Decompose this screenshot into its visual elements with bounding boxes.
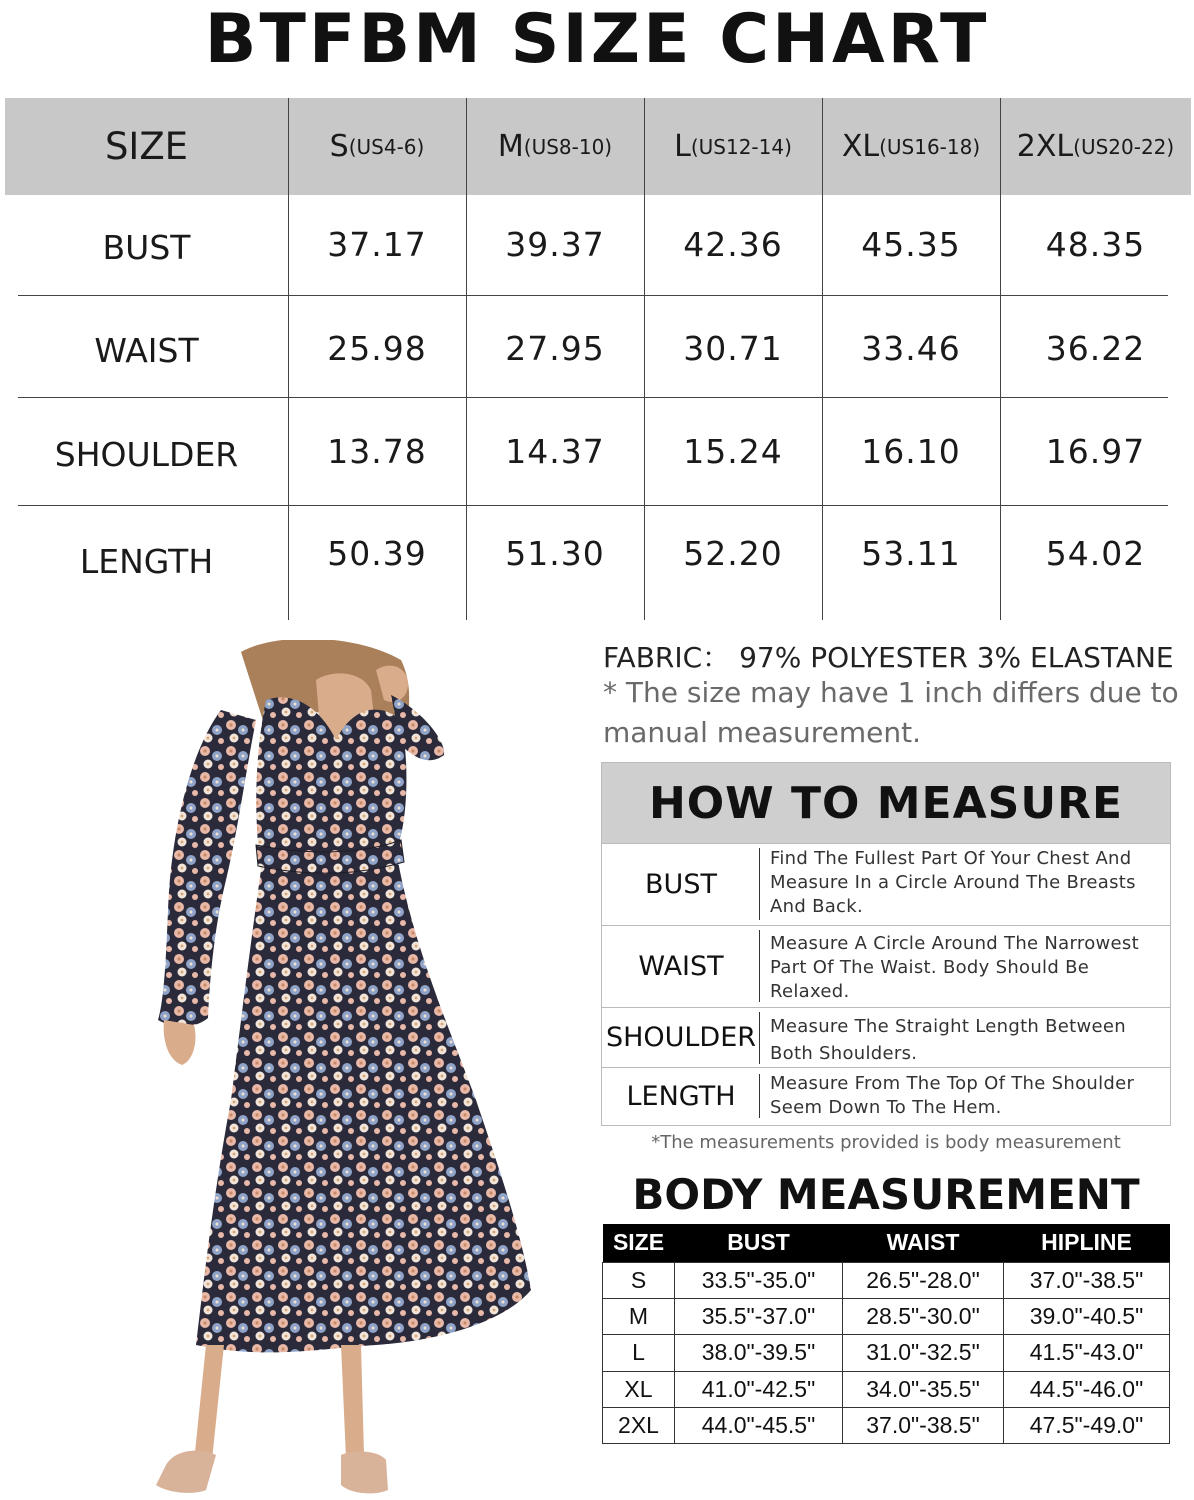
size-note-line-2: manual measurement. (603, 716, 922, 749)
table-cell: 39.0"-40.5" (1004, 1298, 1170, 1334)
measure-label: WAIST (638, 951, 724, 982)
size-chart-cell: 48.35 (1045, 224, 1146, 264)
table-cell: 31.0"-32.5" (843, 1335, 1004, 1371)
table-header-row (603, 1224, 1170, 1262)
table-row (603, 1408, 1170, 1444)
measure-description: Find The Fullest Part Of Your Chest And Measure In a Circle Around The Breasts And Back. (770, 848, 1136, 917)
dress-model-photo (146, 640, 546, 1500)
table-cell: 35.5"-37.0" (675, 1298, 843, 1334)
size-chart-cell: 33.46 (861, 328, 961, 368)
size-chart-col-l (644, 98, 822, 195)
size-chart-cell: 53.11 (861, 533, 961, 573)
column-header: SIZE (603, 1224, 675, 1262)
size-chart-table (5, 98, 1191, 620)
grid-line (1000, 98, 1001, 620)
divider (759, 1012, 760, 1064)
size-us: (US8-10) (523, 134, 613, 159)
size-chart-col-m (466, 98, 644, 195)
grid-line (18, 505, 1168, 506)
leg-right (341, 1345, 364, 1458)
fabric-composition: FABRIC： 97% POLYESTER 3% ELASTANE (603, 641, 1174, 674)
table-cell: M (603, 1298, 675, 1334)
table-cell: 28.5"-30.0" (843, 1298, 1004, 1334)
table-cell: 33.5"-35.0" (675, 1262, 843, 1298)
grid-line (822, 98, 823, 620)
measure-row-shoulder (602, 1007, 1170, 1067)
row-label-bust: BUST (102, 227, 191, 267)
table-cell: 41.5"-43.0" (1004, 1335, 1170, 1371)
size-us: (US20-22) (1073, 134, 1175, 159)
size-chart-col-s (288, 98, 466, 195)
measure-description: Measure From The Top Of The Shoulder Seem Down To The Hem. (770, 1073, 1135, 1118)
table-cell: 47.5"-49.0" (1004, 1408, 1170, 1444)
size-chart-cell: 37.17 (327, 224, 427, 264)
size-chart-cell: 30.71 (683, 328, 783, 368)
size-chart-cell: 15.24 (683, 431, 783, 471)
size-chart-col-2xl (1000, 98, 1191, 195)
dress (196, 697, 531, 1352)
size-chart-cell: 50.39 (327, 533, 427, 573)
size-name: M (497, 129, 524, 164)
table-cell: XL (603, 1371, 675, 1407)
grid-line (288, 98, 289, 620)
body-measurement-note: *The measurements provided is body measurement (651, 1132, 1121, 1153)
size-us: (US16-18) (879, 134, 981, 159)
sleeve-left (158, 710, 256, 1027)
table-cell: L (603, 1335, 675, 1371)
table-cell: 26.5"-28.0" (843, 1262, 1004, 1298)
table-cell: 44.5"-46.0" (1004, 1371, 1170, 1407)
size-name: 2XL (1016, 129, 1074, 164)
divider (759, 930, 760, 1002)
column-header: WAIST (843, 1224, 1004, 1262)
shoe-right (341, 1451, 388, 1493)
grid-line (644, 98, 645, 620)
table-cell: 2XL (603, 1408, 675, 1444)
size-chart-cell: 39.37 (505, 224, 605, 264)
row-label-length: LENGTH (79, 542, 214, 581)
how-to-measure-title: HOW TO MEASURE (602, 763, 1170, 843)
table-row (603, 1371, 1170, 1407)
divider (759, 848, 760, 920)
page-title: BTFBM SIZE CHART (204, 0, 990, 79)
size-chart-col-xl (822, 98, 1000, 195)
measure-label: BUST (645, 869, 717, 900)
size-chart-cell: 14.37 (505, 431, 605, 471)
table-row (603, 1335, 1170, 1371)
size-us: (US4-6) (348, 134, 425, 159)
table-cell: 41.0"-42.5" (675, 1371, 843, 1407)
size-us: (US12-14) (690, 134, 792, 159)
leg-left (194, 1345, 224, 1462)
size-note-line-1: * The size may have 1 inch differs due to (603, 676, 1179, 709)
size-name: L (674, 129, 691, 164)
table-cell: 37.0"-38.5" (843, 1408, 1004, 1444)
grid-line (18, 397, 1168, 398)
size-chart-cell: 16.97 (1045, 431, 1146, 471)
size-chart-cell: 25.98 (327, 328, 427, 368)
hand-left (164, 1020, 196, 1065)
grid-line (466, 98, 467, 620)
measure-label: SHOULDER (605, 1022, 757, 1053)
table-cell: 38.0"-39.5" (675, 1335, 843, 1371)
size-chart-cell: 36.22 (1045, 328, 1146, 368)
size-chart-cell: 16.10 (861, 431, 961, 471)
measure-description: Measure A Circle Around The Narrowest Part Of The Waist. Body Should Be Relaxed. (770, 933, 1139, 1002)
size-chart-cell: 13.78 (327, 431, 427, 471)
size-chart-cell: 52.20 (683, 533, 783, 573)
table-cell: 37.0"-38.5" (1004, 1262, 1170, 1298)
measure-label: LENGTH (626, 1081, 736, 1112)
body-measurement-table (602, 1224, 1170, 1444)
size-name: S (329, 129, 349, 164)
measure-row-waist (602, 925, 1170, 1007)
body-measurement-title: BODY MEASUREMENT (632, 1170, 1140, 1219)
size-chart-cell: 45.35 (861, 224, 961, 264)
table-row (603, 1298, 1170, 1334)
divider (759, 1074, 760, 1118)
table-cell: 44.0"-45.5" (675, 1408, 843, 1444)
column-header: HIPLINE (1004, 1224, 1170, 1262)
how-to-measure-table (601, 762, 1171, 1126)
table-cell: 34.0"-35.5" (843, 1371, 1004, 1407)
shoe-left (156, 1451, 216, 1493)
column-header: BUST (675, 1224, 843, 1262)
table-row (603, 1262, 1170, 1298)
size-chart-cell: 42.36 (683, 224, 783, 264)
measure-description: Measure The Straight Length Between Both Shoulders. (770, 1016, 1127, 1064)
row-label-shoulder: SHOULDER (54, 435, 239, 474)
table-cell: S (603, 1262, 675, 1298)
measure-row-bust (602, 843, 1170, 925)
measure-row-length (602, 1067, 1170, 1125)
grid-line (18, 295, 1168, 296)
size-chart-cell: 51.30 (505, 533, 605, 573)
size-chart-cell: 54.02 (1045, 533, 1146, 573)
size-name: XL (841, 129, 880, 164)
row-label-waist: WAIST (94, 330, 199, 370)
size-chart-size-header: SIZE (104, 125, 189, 168)
size-chart-cell: 27.95 (505, 328, 605, 368)
